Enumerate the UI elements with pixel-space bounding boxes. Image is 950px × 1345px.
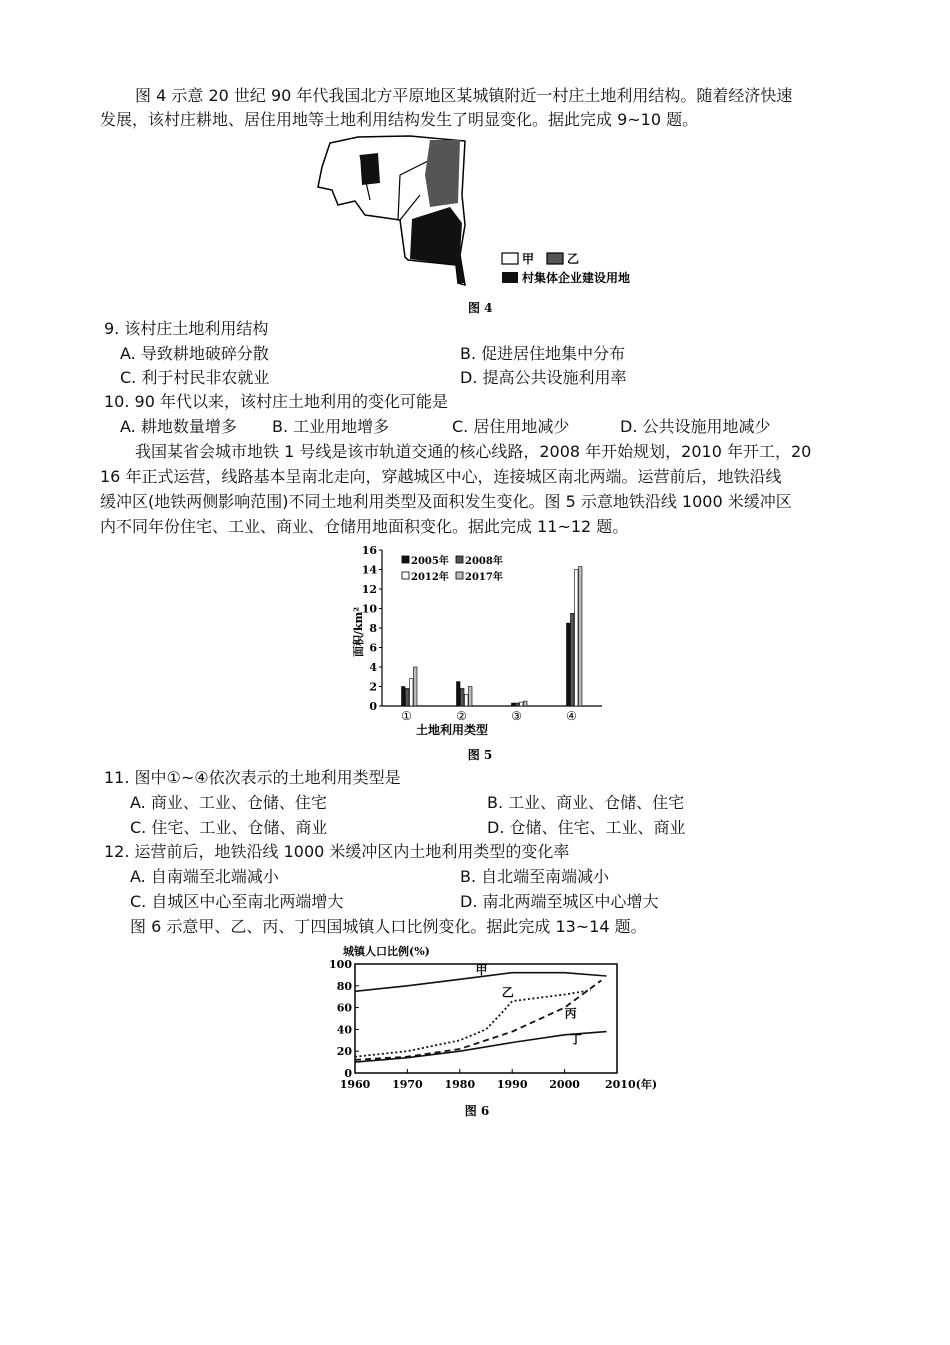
series-label-丙: 丙	[564, 1006, 577, 1021]
bar-2008年-4	[571, 613, 575, 706]
bar-2008年-1	[406, 688, 410, 706]
x-tick-label: ①	[401, 709, 412, 723]
bar-2012年-3	[520, 702, 524, 706]
x-tick-label: 1980	[444, 1078, 476, 1091]
q10-option-c[interactable]: C. 居住用地减少	[452, 417, 570, 436]
x-tick-label: ④	[566, 709, 577, 723]
y-tick-label: 4	[369, 661, 377, 674]
y-tick-label: 60	[336, 1001, 352, 1015]
y-tick-label: 20	[336, 1045, 352, 1059]
intro2-line2: 16 年正式运营，线路基本呈南北走向，穿越城区中心，连接城区南北两端。运营前后，地铁沿线	[100, 467, 782, 486]
bar-2017年-1	[414, 667, 418, 706]
intro2-line1: 我国某省会城市地铁 1 号线是该市轨道交通的核心线路，2008 年开始规划，2010 年开工，20	[135, 442, 812, 461]
series-label-甲: 甲	[475, 962, 488, 977]
figure-5-caption: 图 5	[467, 748, 493, 762]
q11-option-c[interactable]: C. 住宅、工业、仓储、商业	[130, 818, 328, 837]
bar-2005年-3	[512, 703, 516, 706]
map-zone-enterprise	[360, 153, 380, 185]
bar-2005年-2	[457, 682, 461, 706]
q10-option-d[interactable]: D. 公共设施用地减少	[620, 417, 771, 436]
bar-2017年-3	[524, 701, 528, 706]
bar-2012年-2	[465, 694, 469, 706]
y-tick-label: 6	[369, 641, 377, 655]
q9-option-b[interactable]: B. 促进居住地集中分布	[460, 344, 626, 363]
legend-swatch	[402, 556, 409, 563]
y-tick-label: 100	[329, 958, 352, 971]
legend-swatch	[402, 572, 409, 579]
y-tick-label: 80	[336, 979, 352, 993]
legend-swatch	[456, 572, 463, 579]
series-label-丁: 丁	[569, 1032, 582, 1047]
figure-6-line-chart	[325, 940, 658, 1125]
series-label-乙: 乙	[501, 985, 514, 1000]
q10-stem: 10. 90 年代以来，该村庄土地利用的变化可能是	[104, 392, 448, 411]
x-axis-label: 土地利用类型	[415, 723, 489, 737]
legend-swatch-enterprise	[502, 272, 518, 283]
legend-label: 2008年	[465, 556, 503, 567]
x-tick-label: ②	[456, 709, 467, 723]
x-tick-label: 1960	[339, 1078, 371, 1091]
q12-option-a[interactable]: A. 自南端至北端减小	[130, 867, 279, 886]
q11-option-d[interactable]: D. 仓储、住宅、工业、商业	[487, 818, 686, 837]
y-tick-label: 2	[369, 680, 377, 694]
plot-frame	[355, 964, 617, 1073]
figure-4-caption: 图 4	[468, 301, 493, 315]
q9-stem: 9. 该村庄土地利用结构	[104, 319, 269, 338]
intro1-line2: 发展，该村庄耕地、居住用地等土地利用结构发生了明显变化。据此完成 9~10 题。	[100, 110, 699, 129]
legend-label: 2012年	[411, 572, 449, 583]
bar-2005年-4	[567, 623, 571, 706]
map-zone-yi	[425, 140, 460, 207]
intro3-line1: 图 6 示意甲、乙、丙、丁四国城镇人口比例变化。据此完成 13~14 题。	[130, 917, 647, 936]
bar-2017年-2	[469, 687, 473, 707]
figure-4-map	[300, 135, 660, 320]
q9-option-d[interactable]: D. 提高公共设施利用率	[460, 368, 627, 387]
intro2-line3: 缓冲区(地铁两侧影响范围)不同土地利用类型及面积发生变化。图 5 示意地铁沿线 1000 米缓冲区	[100, 492, 792, 511]
q12-option-b[interactable]: B. 自北端至南端减小	[460, 867, 610, 886]
intro2-line4: 内不同年份住宅、工业、商业、仓储用地面积变化。据此完成 11~12 题。	[100, 517, 629, 536]
legend-label: 2005年	[411, 556, 449, 567]
legend-label-jia: 甲	[522, 252, 535, 266]
bar-2008年-3	[516, 703, 520, 706]
x-tick-label: 2000	[549, 1078, 580, 1091]
q10-option-b[interactable]: B. 工业用地增多	[272, 417, 390, 436]
legend-swatch-yi	[547, 253, 563, 264]
bar-2005年-1	[402, 687, 406, 707]
q12-stem: 12. 运营前后，地铁沿线 1000 米缓冲区内土地利用类型的变化率	[104, 842, 570, 861]
bar-2012年-4	[575, 570, 579, 707]
y-tick-label: 14	[361, 563, 377, 577]
map-zone-enterprise	[410, 207, 465, 283]
x-tick-label: 2010(年)	[605, 1078, 658, 1091]
y-tick-label: 10	[361, 602, 377, 616]
figure-6-caption: 图 6	[464, 1104, 490, 1118]
legend-label-yi: 乙	[567, 252, 580, 266]
legend-label-enterprise: 村集体企业建设用地	[522, 271, 631, 285]
q11-stem: 11. 图中①~④依次表示的土地利用类型是	[104, 768, 401, 787]
intro1-line1: 图 4 示意 20 世纪 90 年代我国北方平原地区某城镇附近一村庄土地利用结构。随着经济快速	[135, 86, 793, 105]
bar-2017年-4	[579, 567, 583, 706]
y-tick-label: 16	[361, 544, 377, 557]
q12-option-c[interactable]: C. 自城区中心至南北两端增大	[130, 892, 344, 911]
y-axis-title: 城镇人口比例(%)	[343, 945, 430, 958]
y-axis-label: 面积/km²	[352, 606, 365, 657]
q9-option-c[interactable]: C. 利于村民非农就业	[120, 368, 270, 387]
y-tick-label: 8	[369, 622, 377, 635]
x-tick-label: 1970	[392, 1078, 423, 1091]
figure-5-bar-chart	[340, 542, 620, 767]
legend-label: 2017年	[465, 572, 503, 583]
bar-2008年-2	[461, 688, 465, 706]
y-tick-label: 0	[369, 700, 377, 713]
bar-2012年-1	[410, 679, 414, 706]
series-line-丁	[355, 1032, 607, 1063]
legend-swatch	[456, 556, 463, 563]
q10-option-a[interactable]: A. 耕地数量增多	[120, 417, 237, 436]
x-tick-label: 1990	[496, 1078, 528, 1091]
x-tick-label: ③	[511, 709, 522, 723]
y-tick-label: 40	[336, 1023, 352, 1037]
series-line-乙	[355, 990, 591, 1056]
legend-swatch-jia	[502, 253, 518, 264]
y-tick-label: 0	[344, 1067, 352, 1080]
q11-option-b[interactable]: B. 工业、商业、仓储、住宅	[487, 793, 685, 812]
q12-option-d[interactable]: D. 南北两端至城区中心增大	[460, 892, 659, 911]
q11-option-a[interactable]: A. 商业、工业、仓储、住宅	[130, 793, 327, 812]
q9-option-a[interactable]: A. 导致耕地破碎分散	[120, 344, 269, 363]
y-tick-label: 12	[361, 583, 377, 596]
